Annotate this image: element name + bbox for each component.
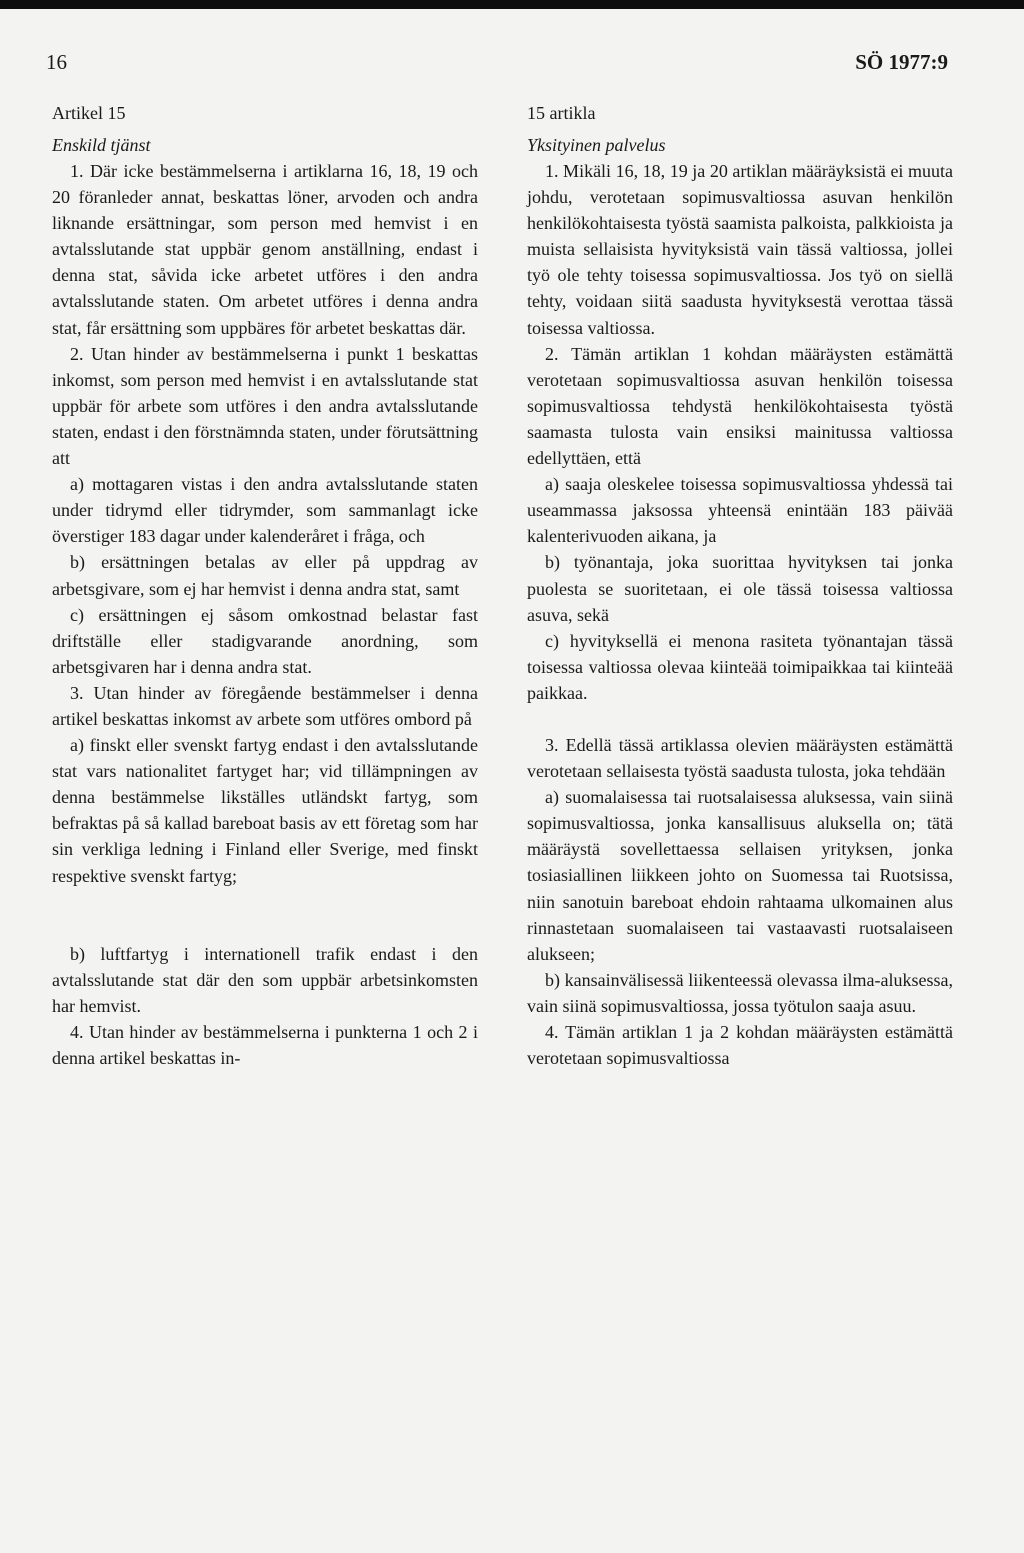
- article-title: 15 artikla: [527, 103, 596, 123]
- scan-top-border: [0, 0, 1024, 9]
- paragraph-1: 1. Där icke bestämmelserna i artiklarna 16, 18, 19 och 20 föranleder annat, beskattas löner, arvoden och andra liknande ersättningar, som person med hemvist i en avtalsslutande stat uppbär genom anställning, endast i denna stat, såvida icke arbetet utföres i den andra avtalsslutande staten. Om arbetet utföres i denna andra stat, får ersättning som uppbäres för arbetet beskattas där.: [52, 161, 478, 338]
- finnish-column: [527, 100, 953, 1071]
- paragraph-3b: b) kansainvälisessä liikenteessä olevassa ilma-aluksessa, vain siinä sopimusvaltiossa, jossa työtulon saaja asuu.: [527, 969, 953, 1016]
- paragraph-3b: b) luftfartyg i internationell trafik endast i den avtalsslutande stat där den som uppbär arbetsinkomsten har hemvist.: [52, 943, 478, 1016]
- article-subtitle: Yksityinen palvelus: [527, 135, 666, 155]
- spacer: [52, 889, 478, 941]
- paragraph-3: 3. Utan hinder av föregående bestämmelser i denna artikel beskattas inkomst av arbete som utföres ombord på: [52, 682, 478, 729]
- paragraph-2b: b) työnantaja, joka suorittaa hyvityksen tai jonka puolesta se suoritetaan, ei ole tässä toisessa valtiossa asuva, sekä: [527, 552, 953, 625]
- paragraph-3: 3. Edellä tässä artiklassa olevien määräysten estämättä verotetaan sellaisesta työstä saadusta tulosta, joka tehdään: [527, 734, 953, 782]
- document-id: SÖ 1977:9: [855, 50, 948, 74]
- paragraph-4: 4. Utan hinder av bestämmelserna i punkterna 1 och 2 i denna artikel beskattas in-: [52, 1021, 478, 1068]
- paragraph-2c: c) ersättningen ej såsom omkostnad belastar fast driftställe eller stadigvarande anordning, som arbetsgivaren har i denna andra stat.: [52, 604, 478, 677]
- paragraph-4: 4. Tämän artiklan 1 ja 2 kohdan määräysten estämättä verotetaan sopimusvaltiossa: [527, 1022, 953, 1069]
- paragraph-2c: c) hyvityksellä ei menona rasiteta työnantajan tässä toisessa valtiossa olevaa kiinteää toimipaikkaa tai kiinteää paikkaa.: [527, 630, 953, 703]
- paragraph-2b: b) ersättningen betalas av eller på uppdrag av arbetsgivare, som ej har hemvist i denna andra stat, samt: [52, 552, 478, 599]
- paragraph-3a: a) suomalaisessa tai ruotsalaisessa aluksessa, vain siinä sopimusvaltiossa, jonka kansallisuus aluksella on; tätä määräystä sovellettaessa sellaisen yrityksen, jonka tosiasiallinen liikkeen johto on Suomessa tai Ruotsissa, niin sanotuin bareboat ehdoin rahtaama ulkomainen alus rinnastetaan suomalaiseen tai vastaavasti ruotsalaiseen alukseen;: [527, 787, 953, 964]
- paragraph-2a: a) mottagaren vistas i den andra avtalsslutande staten under tidrymd eller tidrymder, som sammanlagt icke överstiger 183 dagar under kalenderåret i fråga, och: [52, 474, 478, 547]
- spacer: [527, 706, 953, 732]
- paragraph-3a: a) finskt eller svenskt fartyg endast i den avtalsslutande stat vars nationalitet fartyget har; vid tillämpningen av denna bestämmelse likställes utländskt fartyg, som befraktas på så kallad bareboat basis av ett företag som har sin verkliga ledning i Finland eller Sverige, med finskt respektive svenskt fartyg;: [52, 735, 478, 886]
- paragraph-1: 1. Mikäli 16, 18, 19 ja 20 artiklan määräyksistä ei muuta johdu, verotetaan sopimusvaltiossa asuvan henkilön henkilökohtaisesta työstä saamista palkoista, palkkioista ja muista sellaisista hyvityksistä vain tässä valtiossa, jollei työ ole tehty toisessa sopimusvaltiossa. Jos työ on siellä tehty, voidaan siitä saadusta hyvityksestä verottaa tässä toisessa valtiossa.: [527, 161, 953, 338]
- swedish-column: [52, 100, 478, 1071]
- paragraph-2: 2. Utan hinder av bestämmelserna i punkt 1 beskattas inkomst, som person med hemvist i en avtalsslutande stat uppbär för arbete som utföres i den andra avtalsslutande staten, endast i den förstnämnda staten, under förutsättning att: [52, 343, 478, 469]
- paragraph-2a: a) saaja oleskelee toisessa sopimusvaltiossa yhdessä tai useammassa jaksossa yhteensä enintään 183 päivää kalenterivuoden aikana, ja: [527, 474, 953, 547]
- paragraph-2: 2. Tämän artiklan 1 kohdan määräysten estämättä verotetaan sopimusvaltiossa asuvan henkilön toisessa sopimusvaltiossa tehdystä henkilökohtaisesta työstä saamasta tulosta vain ensiksi mainitussa valtiossa edellyttäen, että: [527, 343, 953, 469]
- article-title: Artikel 15: [52, 103, 126, 123]
- page-number: 16: [46, 50, 67, 74]
- article-subtitle: Enskild tjänst: [52, 135, 151, 155]
